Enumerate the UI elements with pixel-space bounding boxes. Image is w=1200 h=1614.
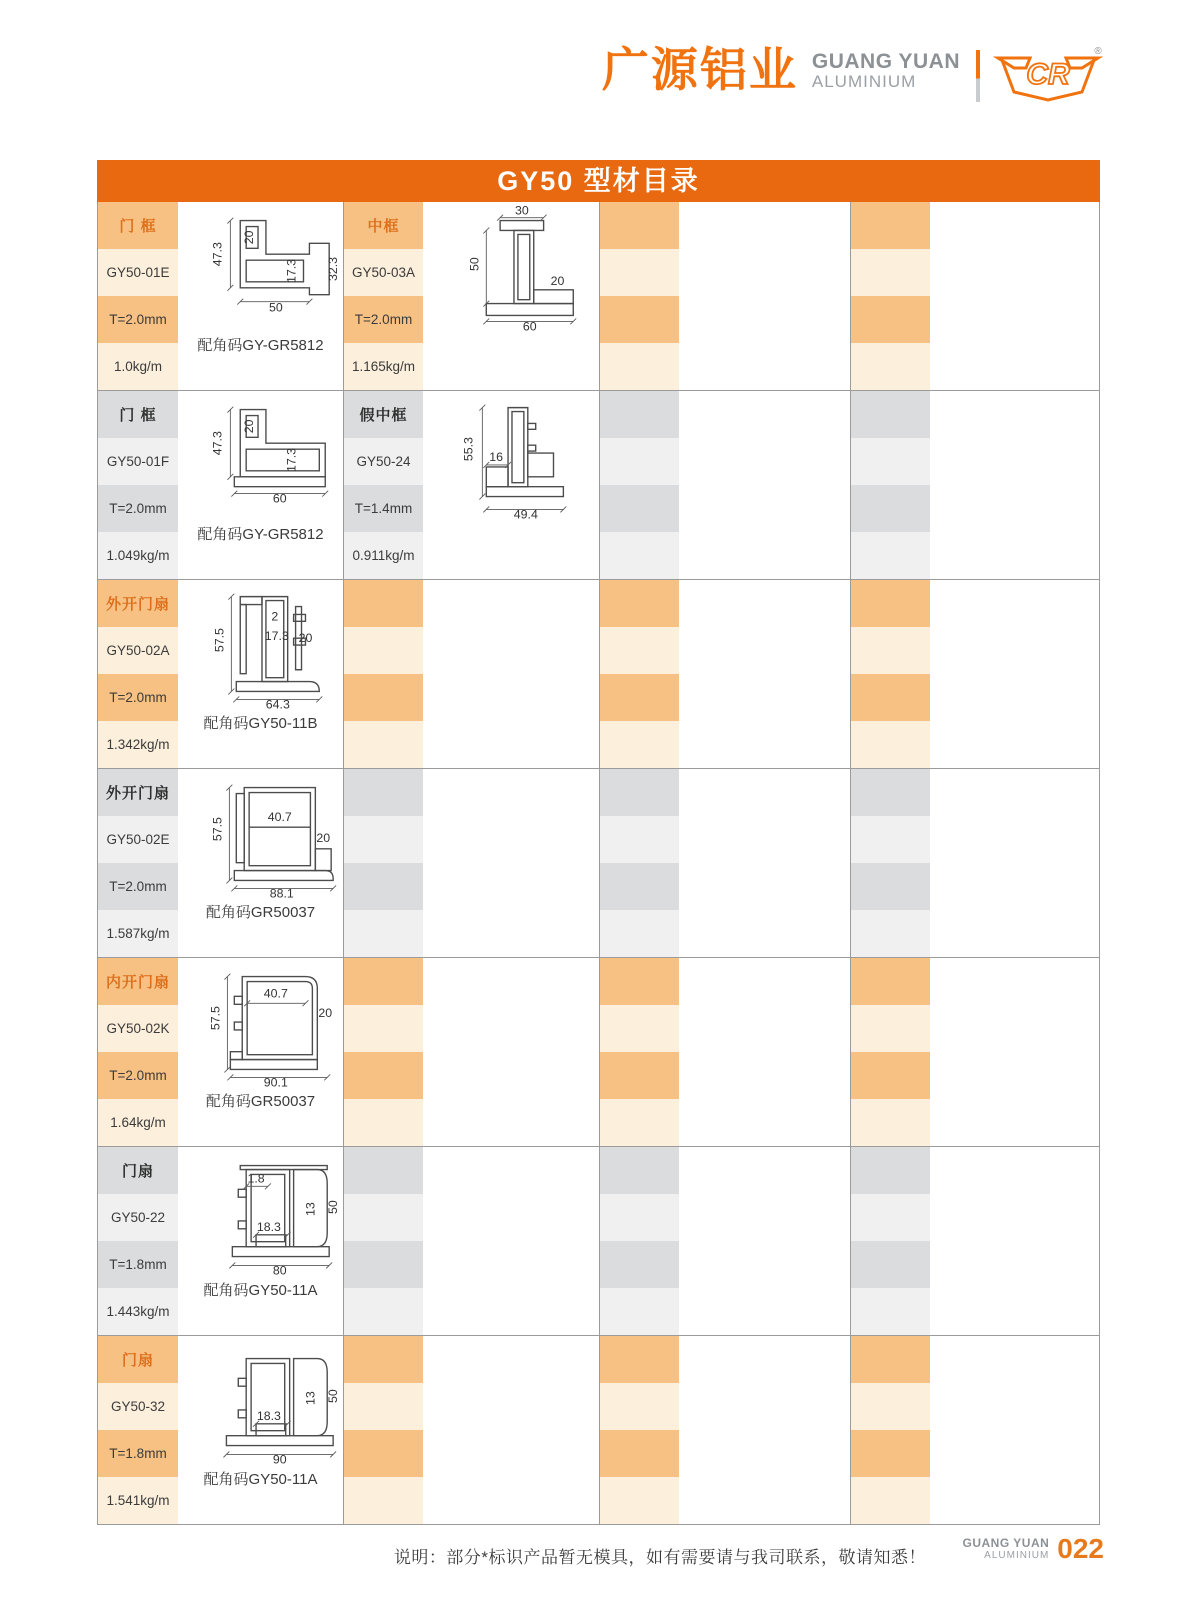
drawing-column <box>930 391 1099 579</box>
weight-cell: 1.443kg/m <box>98 1288 178 1335</box>
stripe-cell <box>851 769 930 816</box>
stripe-cell <box>600 580 679 627</box>
drawing-column <box>679 769 850 957</box>
stripe-cell <box>851 674 930 721</box>
stripe-cell <box>600 627 679 674</box>
dimension-label: 90.1 <box>263 1075 288 1090</box>
category-cell: 假中框 <box>344 391 423 438</box>
stripe-cell <box>600 1336 679 1383</box>
weight-cell: 1.342kg/m <box>98 721 178 768</box>
product-code-cell: GY50-32 <box>98 1383 178 1430</box>
stripe-cell <box>851 532 930 579</box>
label-column <box>343 580 423 768</box>
stripe-cell <box>344 627 423 674</box>
weight-cell: 1.049kg/m <box>98 532 178 579</box>
label-column <box>850 958 930 1146</box>
product-code-cell: GY50-22 <box>98 1194 178 1241</box>
thickness-cell: T=1.8mm <box>98 1430 178 1477</box>
stripe-cell <box>851 391 930 438</box>
drawing-column <box>178 1336 343 1524</box>
dimension-label: 20 <box>550 273 565 288</box>
stripe-cell <box>344 1383 423 1430</box>
stripe-cell <box>600 1241 679 1288</box>
drawing-column <box>423 391 599 579</box>
dimension-label: 60 <box>272 491 287 506</box>
company-logo-icon <box>992 44 1104 108</box>
catalog-blocks <box>98 202 1099 1524</box>
dimension-label: 50 <box>467 257 482 271</box>
drawing-column <box>178 769 343 957</box>
stripe-cell <box>851 1477 930 1524</box>
weight-cell: 1.165kg/m <box>344 343 423 390</box>
dimension-label: 40.7 <box>263 986 288 1001</box>
brand-name-chinese: 广源铝业 <box>601 43 798 96</box>
drawing-column <box>930 1336 1099 1524</box>
stripe-cell <box>344 958 423 1005</box>
dimension-label: 18.3 <box>256 1408 281 1423</box>
stripe-cell <box>851 343 930 390</box>
profile-drawing-svg <box>177 960 345 1094</box>
stripe-cell <box>344 863 423 910</box>
weight-cell: 1.587kg/m <box>98 910 178 957</box>
product-code-cell: GY50-03A <box>344 249 423 296</box>
stripe-cell <box>851 1052 930 1099</box>
stripe-cell <box>851 816 930 863</box>
dimension-label: 49.4 <box>513 507 538 522</box>
dimension-label: 2 <box>270 609 278 624</box>
corner-code-caption: 配角码GR50037 <box>205 1093 316 1110</box>
thickness-cell: T=2.0mm <box>98 1052 178 1099</box>
stripe-cell <box>851 1336 930 1383</box>
label-column <box>98 958 178 1146</box>
stripe-cell <box>344 1099 423 1146</box>
footer-note: 说明：部分*标识产品暂无模具，如有需要请与我司联系，敬请知悉！ <box>393 1548 927 1567</box>
drawing-column <box>930 1147 1099 1335</box>
label-column <box>850 202 930 390</box>
footer-brand-english: GUANG YUAN <box>962 1535 1050 1550</box>
dimension-label: 20 <box>315 830 330 845</box>
profile-drawing-svg <box>177 582 345 716</box>
profile-drawing-svg <box>427 204 595 338</box>
label-column <box>599 1336 679 1524</box>
profile-drawing-svg <box>177 393 345 527</box>
profile-drawing-svg <box>427 393 595 527</box>
corner-code-caption: 配角码GY-GR5812 <box>197 526 324 543</box>
stripe-cell <box>851 580 930 627</box>
drawing-column <box>679 202 850 390</box>
category-cell: 门扇 <box>98 1147 178 1194</box>
brand-divider <box>976 50 980 102</box>
label-column <box>98 1336 178 1524</box>
label-column <box>850 1147 930 1335</box>
thickness-cell: T=1.4mm <box>344 485 423 532</box>
logo-cr-text: CR <box>1026 58 1070 91</box>
dimension-label: 13 <box>302 1391 317 1405</box>
label-column <box>343 1147 423 1335</box>
stripe-cell <box>344 674 423 721</box>
label-column <box>850 391 930 579</box>
dimension-label: 32.3 <box>325 257 340 282</box>
dimension-label: 64.3 <box>265 697 290 712</box>
stripe-cell <box>600 1383 679 1430</box>
dimension-label: 17.3 <box>264 629 289 644</box>
stripe-cell <box>851 627 930 674</box>
weight-cell: 1.64kg/m <box>98 1099 178 1146</box>
category-cell: 外开门扇 <box>98 769 178 816</box>
dimension-label: 50 <box>325 1200 340 1214</box>
dimension-label: 20 <box>298 631 312 646</box>
stripe-cell <box>600 391 679 438</box>
dimension-label: 50 <box>268 300 283 315</box>
drawing-column <box>178 958 343 1146</box>
dimension-label: 57.5 <box>209 817 224 842</box>
thickness-cell: T=1.8mm <box>98 1241 178 1288</box>
stripe-cell <box>851 1430 930 1477</box>
weight-cell: 1.541kg/m <box>98 1477 178 1524</box>
dimension-label: 16 <box>489 449 504 464</box>
dimension-label: 60 <box>522 319 537 334</box>
stripe-cell <box>851 438 930 485</box>
drawing-column <box>679 1147 850 1335</box>
stripe-cell <box>851 296 930 343</box>
dimension-label: 50 <box>325 1389 340 1403</box>
category-cell: 门 框 <box>98 391 178 438</box>
catalog-table <box>97 160 1100 1525</box>
drawing-column <box>178 202 343 390</box>
weight-cell: 1.0kg/m <box>98 343 178 390</box>
drawing-column <box>178 580 343 768</box>
stripe-cell <box>600 721 679 768</box>
catalog-block <box>98 391 1099 580</box>
label-column <box>98 202 178 390</box>
drawing-column <box>679 1336 850 1524</box>
catalog-block <box>98 958 1099 1147</box>
brand-subtitle: ALUMINIUM <box>811 72 917 92</box>
thickness-cell: T=2.0mm <box>98 296 178 343</box>
stripe-cell <box>600 249 679 296</box>
label-column <box>98 769 178 957</box>
label-column <box>98 391 178 579</box>
stripe-cell <box>600 674 679 721</box>
registered-mark: ® <box>1094 46 1102 57</box>
catalog-block <box>98 769 1099 958</box>
catalog-block <box>98 580 1099 769</box>
dimension-label: 90 <box>272 1452 287 1467</box>
product-code-cell: GY50-02K <box>98 1005 178 1052</box>
drawing-column <box>679 958 850 1146</box>
profile-drawing-svg <box>177 1338 345 1472</box>
thickness-cell: T=2.0mm <box>98 674 178 721</box>
drawing-column <box>930 580 1099 768</box>
drawing-column <box>423 958 599 1146</box>
stripe-cell <box>600 1288 679 1335</box>
stripe-cell <box>344 1288 423 1335</box>
drawing-column <box>178 391 343 579</box>
thickness-cell: T=2.0mm <box>344 296 423 343</box>
stripe-cell <box>851 1383 930 1430</box>
label-column <box>599 391 679 579</box>
label-column <box>343 391 423 579</box>
dimension-label: 20 <box>241 419 256 434</box>
stripe-cell <box>851 1005 930 1052</box>
category-cell: 外开门扇 <box>98 580 178 627</box>
corner-code-caption: 配角码GY-GR5812 <box>197 337 324 354</box>
product-code-cell: GY50-01E <box>98 249 178 296</box>
corner-code-caption: 配角码GY50-11A <box>203 1471 318 1488</box>
stripe-cell <box>344 1052 423 1099</box>
brand-name-english: GUANG YUAN <box>811 50 960 73</box>
label-column <box>343 958 423 1146</box>
stripe-cell <box>600 910 679 957</box>
stripe-cell <box>600 1430 679 1477</box>
stripe-cell <box>851 863 930 910</box>
stripe-cell <box>344 1477 423 1524</box>
dimension-label: 17.3 <box>284 447 299 473</box>
dimension-label: 17.3 <box>284 258 299 284</box>
catalog-block <box>98 202 1099 391</box>
stripe-cell <box>600 1147 679 1194</box>
stripe-cell <box>344 1241 423 1288</box>
dimension-label: 18.3 <box>256 1219 281 1234</box>
stripe-cell <box>344 1005 423 1052</box>
category-cell: 中框 <box>344 202 423 249</box>
stripe-cell <box>851 485 930 532</box>
stripe-cell <box>851 1147 930 1194</box>
weight-cell: 0.911kg/m <box>344 532 423 579</box>
stripe-cell <box>600 343 679 390</box>
drawing-column <box>423 769 599 957</box>
label-column <box>599 769 679 957</box>
corner-code-caption: 配角码GY50-11A <box>203 1282 318 1299</box>
dimension-label: 57.5 <box>211 628 226 653</box>
label-column <box>599 1147 679 1335</box>
label-column <box>599 958 679 1146</box>
stripe-cell <box>600 1099 679 1146</box>
stripe-cell <box>600 532 679 579</box>
stripe-cell <box>600 1477 679 1524</box>
drawing-column <box>178 1147 343 1335</box>
product-code-cell: GY50-02A <box>98 627 178 674</box>
stripe-cell <box>344 1336 423 1383</box>
label-column <box>98 1147 178 1335</box>
category-cell: 门扇 <box>98 1336 178 1383</box>
dimension-label: 30 <box>515 204 529 218</box>
stripe-cell <box>851 1288 930 1335</box>
stripe-cell <box>600 863 679 910</box>
product-code-cell: GY50-01F <box>98 438 178 485</box>
stripe-cell <box>851 958 930 1005</box>
dimension-label: 47.3 <box>209 431 224 456</box>
catalog-block <box>98 1147 1099 1336</box>
stripe-cell <box>344 580 423 627</box>
drawing-column <box>930 769 1099 957</box>
stripe-cell <box>344 769 423 816</box>
stripe-cell <box>851 249 930 296</box>
category-cell: 内开门扇 <box>98 958 178 1005</box>
profile-drawing-svg <box>177 771 345 905</box>
drawing-column <box>423 202 599 390</box>
stripe-cell <box>600 769 679 816</box>
stripe-cell <box>344 816 423 863</box>
brand-name-english-block <box>812 50 960 92</box>
drawing-column <box>679 580 850 768</box>
drawing-column <box>423 580 599 768</box>
drawing-column <box>679 391 850 579</box>
thickness-cell: T=2.0mm <box>98 485 178 532</box>
stripe-cell <box>344 1147 423 1194</box>
drawing-column <box>423 1336 599 1524</box>
dimension-label: 1.8 <box>246 1171 265 1186</box>
dimension-label: 55.3 <box>461 437 476 462</box>
stripe-cell <box>851 910 930 957</box>
stripe-cell <box>851 1099 930 1146</box>
product-code-cell: GY50-02E <box>98 816 178 863</box>
product-code-cell: GY50-24 <box>344 438 423 485</box>
category-cell: 门 框 <box>98 202 178 249</box>
corner-code-caption: 配角码GR50037 <box>205 904 316 921</box>
stripe-cell <box>344 1430 423 1477</box>
stripe-cell <box>344 1194 423 1241</box>
dimension-label: 40.7 <box>267 810 292 825</box>
label-column <box>850 769 930 957</box>
profile-drawing-svg <box>177 204 345 338</box>
label-column <box>599 580 679 768</box>
stripe-cell <box>600 1005 679 1052</box>
thickness-cell: T=2.0mm <box>98 863 178 910</box>
label-column <box>343 1336 423 1524</box>
stripe-cell <box>344 910 423 957</box>
stripe-cell <box>600 296 679 343</box>
page-number: 022 <box>1057 1533 1104 1564</box>
catalog-block <box>98 1336 1099 1524</box>
stripe-cell <box>344 721 423 768</box>
label-column <box>343 202 423 390</box>
page-title: GY50 型材目录 <box>97 160 1100 202</box>
stripe-cell <box>851 1241 930 1288</box>
label-column <box>850 1336 930 1524</box>
label-column <box>98 580 178 768</box>
drawing-column <box>423 1147 599 1335</box>
label-column <box>850 580 930 768</box>
stripe-cell <box>600 1052 679 1099</box>
dimension-label: 20 <box>317 1006 332 1021</box>
profile-drawing-svg <box>177 1149 345 1283</box>
dimension-label: 80 <box>272 1263 287 1278</box>
stripe-cell <box>600 816 679 863</box>
dimension-label: 88.1 <box>269 886 294 901</box>
label-column <box>343 769 423 957</box>
dimension-label: 13 <box>302 1202 317 1216</box>
stripe-cell <box>600 438 679 485</box>
stripe-cell <box>600 202 679 249</box>
corner-code-caption: 配角码GY50-11B <box>203 715 318 732</box>
label-column <box>599 202 679 390</box>
dimension-label: 47.3 <box>209 242 224 267</box>
stripe-cell <box>851 202 930 249</box>
drawing-column <box>930 958 1099 1146</box>
stripe-cell <box>600 958 679 1005</box>
stripe-cell <box>851 721 930 768</box>
drawing-column <box>930 202 1099 390</box>
footer-brand-subtitle: ALUMINIUM <box>984 1550 1050 1562</box>
footer-brand-block <box>962 1533 1104 1565</box>
stripe-cell <box>851 1194 930 1241</box>
brand-header <box>602 44 1104 108</box>
dimension-label: 20 <box>241 230 256 245</box>
stripe-cell <box>600 1194 679 1241</box>
dimension-label: 57.5 <box>207 1006 222 1031</box>
stripe-cell <box>600 485 679 532</box>
